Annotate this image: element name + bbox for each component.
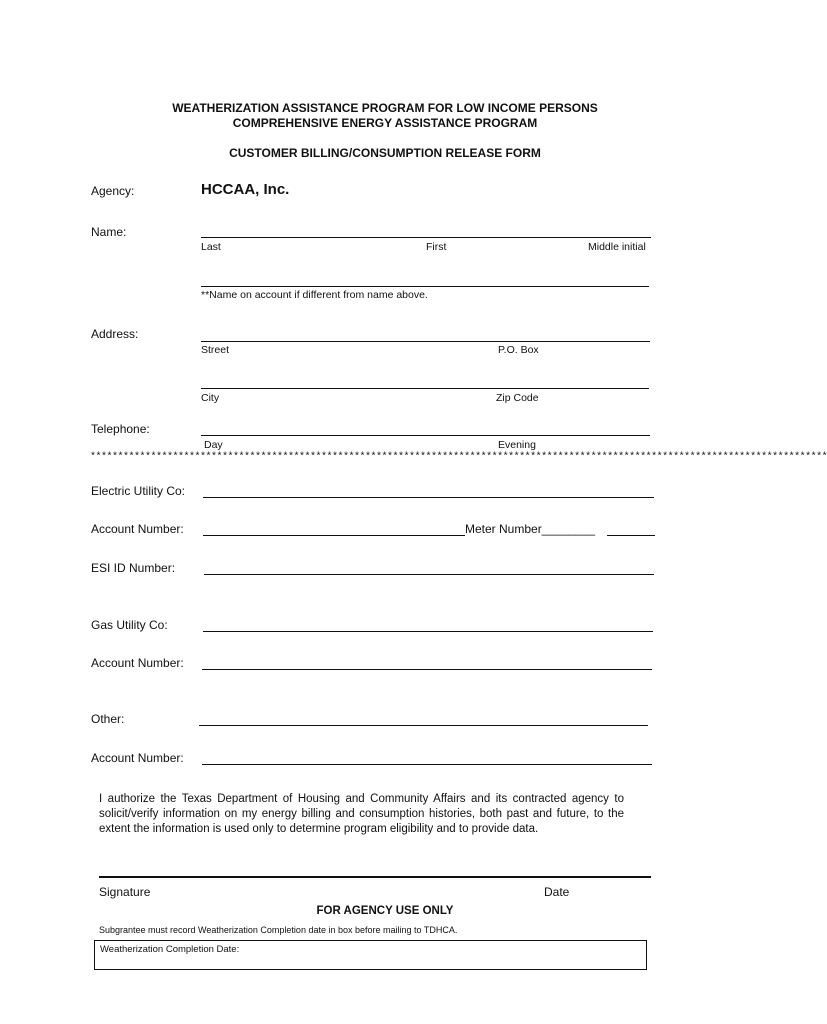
asterisk-separator: ************************************************************************************************************************************** <box>90 452 827 463</box>
title-line-2: COMPREHENSIVE ENERGY ASSISTANCE PROGRAM <box>232 116 538 130</box>
telephone-label: Telephone: <box>91 422 150 436</box>
account-name-note: **Name on account if different from name above. <box>201 289 428 301</box>
electric-utility-line[interactable] <box>203 497 654 498</box>
name-line[interactable] <box>201 237 651 238</box>
completion-date-label: Weatherization Completion Date: <box>100 944 240 955</box>
form-title: CUSTOMER BILLING/CONSUMPTION RELEASE FORM <box>229 146 541 160</box>
authorization-paragraph: I authorize the Texas Department of Housing and Community Affairs and its contracted agency to solicit/verify information on my energy billing and consumption histories, both past and future, to the extent the information is used only to determine program eligibility and to provide data. <box>99 793 624 835</box>
other-account-label: Account Number: <box>91 751 184 765</box>
name-first-caption: First <box>426 241 447 253</box>
city-caption: City <box>201 392 220 404</box>
gas-account-label: Account Number: <box>91 656 184 670</box>
telephone-line[interactable] <box>201 435 650 436</box>
title-line-1: WEATHERIZATION ASSISTANCE PROGRAM FOR LOW INCOME PERSONS <box>172 101 598 115</box>
electric-account-line[interactable] <box>203 535 465 536</box>
name-last-caption: Last <box>201 241 221 253</box>
other-account-line[interactable] <box>202 764 652 765</box>
po-box-caption: P.O. Box <box>498 344 539 356</box>
completion-date-box[interactable] <box>94 940 647 970</box>
meter-number-line[interactable] <box>607 535 655 536</box>
other-line[interactable] <box>199 725 648 726</box>
signature-label: Signature <box>99 885 151 899</box>
agency-value: HCCAA, Inc. <box>201 181 290 198</box>
zip-caption: Zip Code <box>496 392 539 404</box>
agency-use-note: Subgrantee must record Weatherization Completion date in box before mailing to TDHCA. <box>99 925 458 935</box>
evening-caption: Evening <box>498 439 536 451</box>
account-name-line[interactable] <box>201 286 649 287</box>
gas-utility-line[interactable] <box>203 631 653 632</box>
gas-account-line[interactable] <box>202 669 652 670</box>
electric-account-label: Account Number: <box>91 522 184 536</box>
agency-use-title: FOR AGENCY USE ONLY <box>316 905 454 917</box>
gas-utility-label: Gas Utility Co: <box>91 618 168 632</box>
signature-line[interactable] <box>99 876 651 878</box>
other-label: Other: <box>91 712 125 726</box>
esi-id-label: ESI ID Number: <box>91 561 176 575</box>
esi-id-line[interactable] <box>204 574 654 575</box>
name-label: Name: <box>91 225 127 239</box>
electric-utility-label: Electric Utility Co: <box>91 484 186 498</box>
street-line[interactable] <box>201 341 650 342</box>
street-caption: Street <box>201 344 230 356</box>
day-caption: Day <box>204 439 223 451</box>
agency-label: Agency: <box>91 184 135 198</box>
date-label: Date <box>544 885 570 899</box>
meter-number-label: Meter Number________ <box>465 522 596 536</box>
name-middle-caption: Middle initial <box>588 241 646 253</box>
address-label: Address: <box>91 327 139 341</box>
city-line[interactable] <box>201 388 649 389</box>
